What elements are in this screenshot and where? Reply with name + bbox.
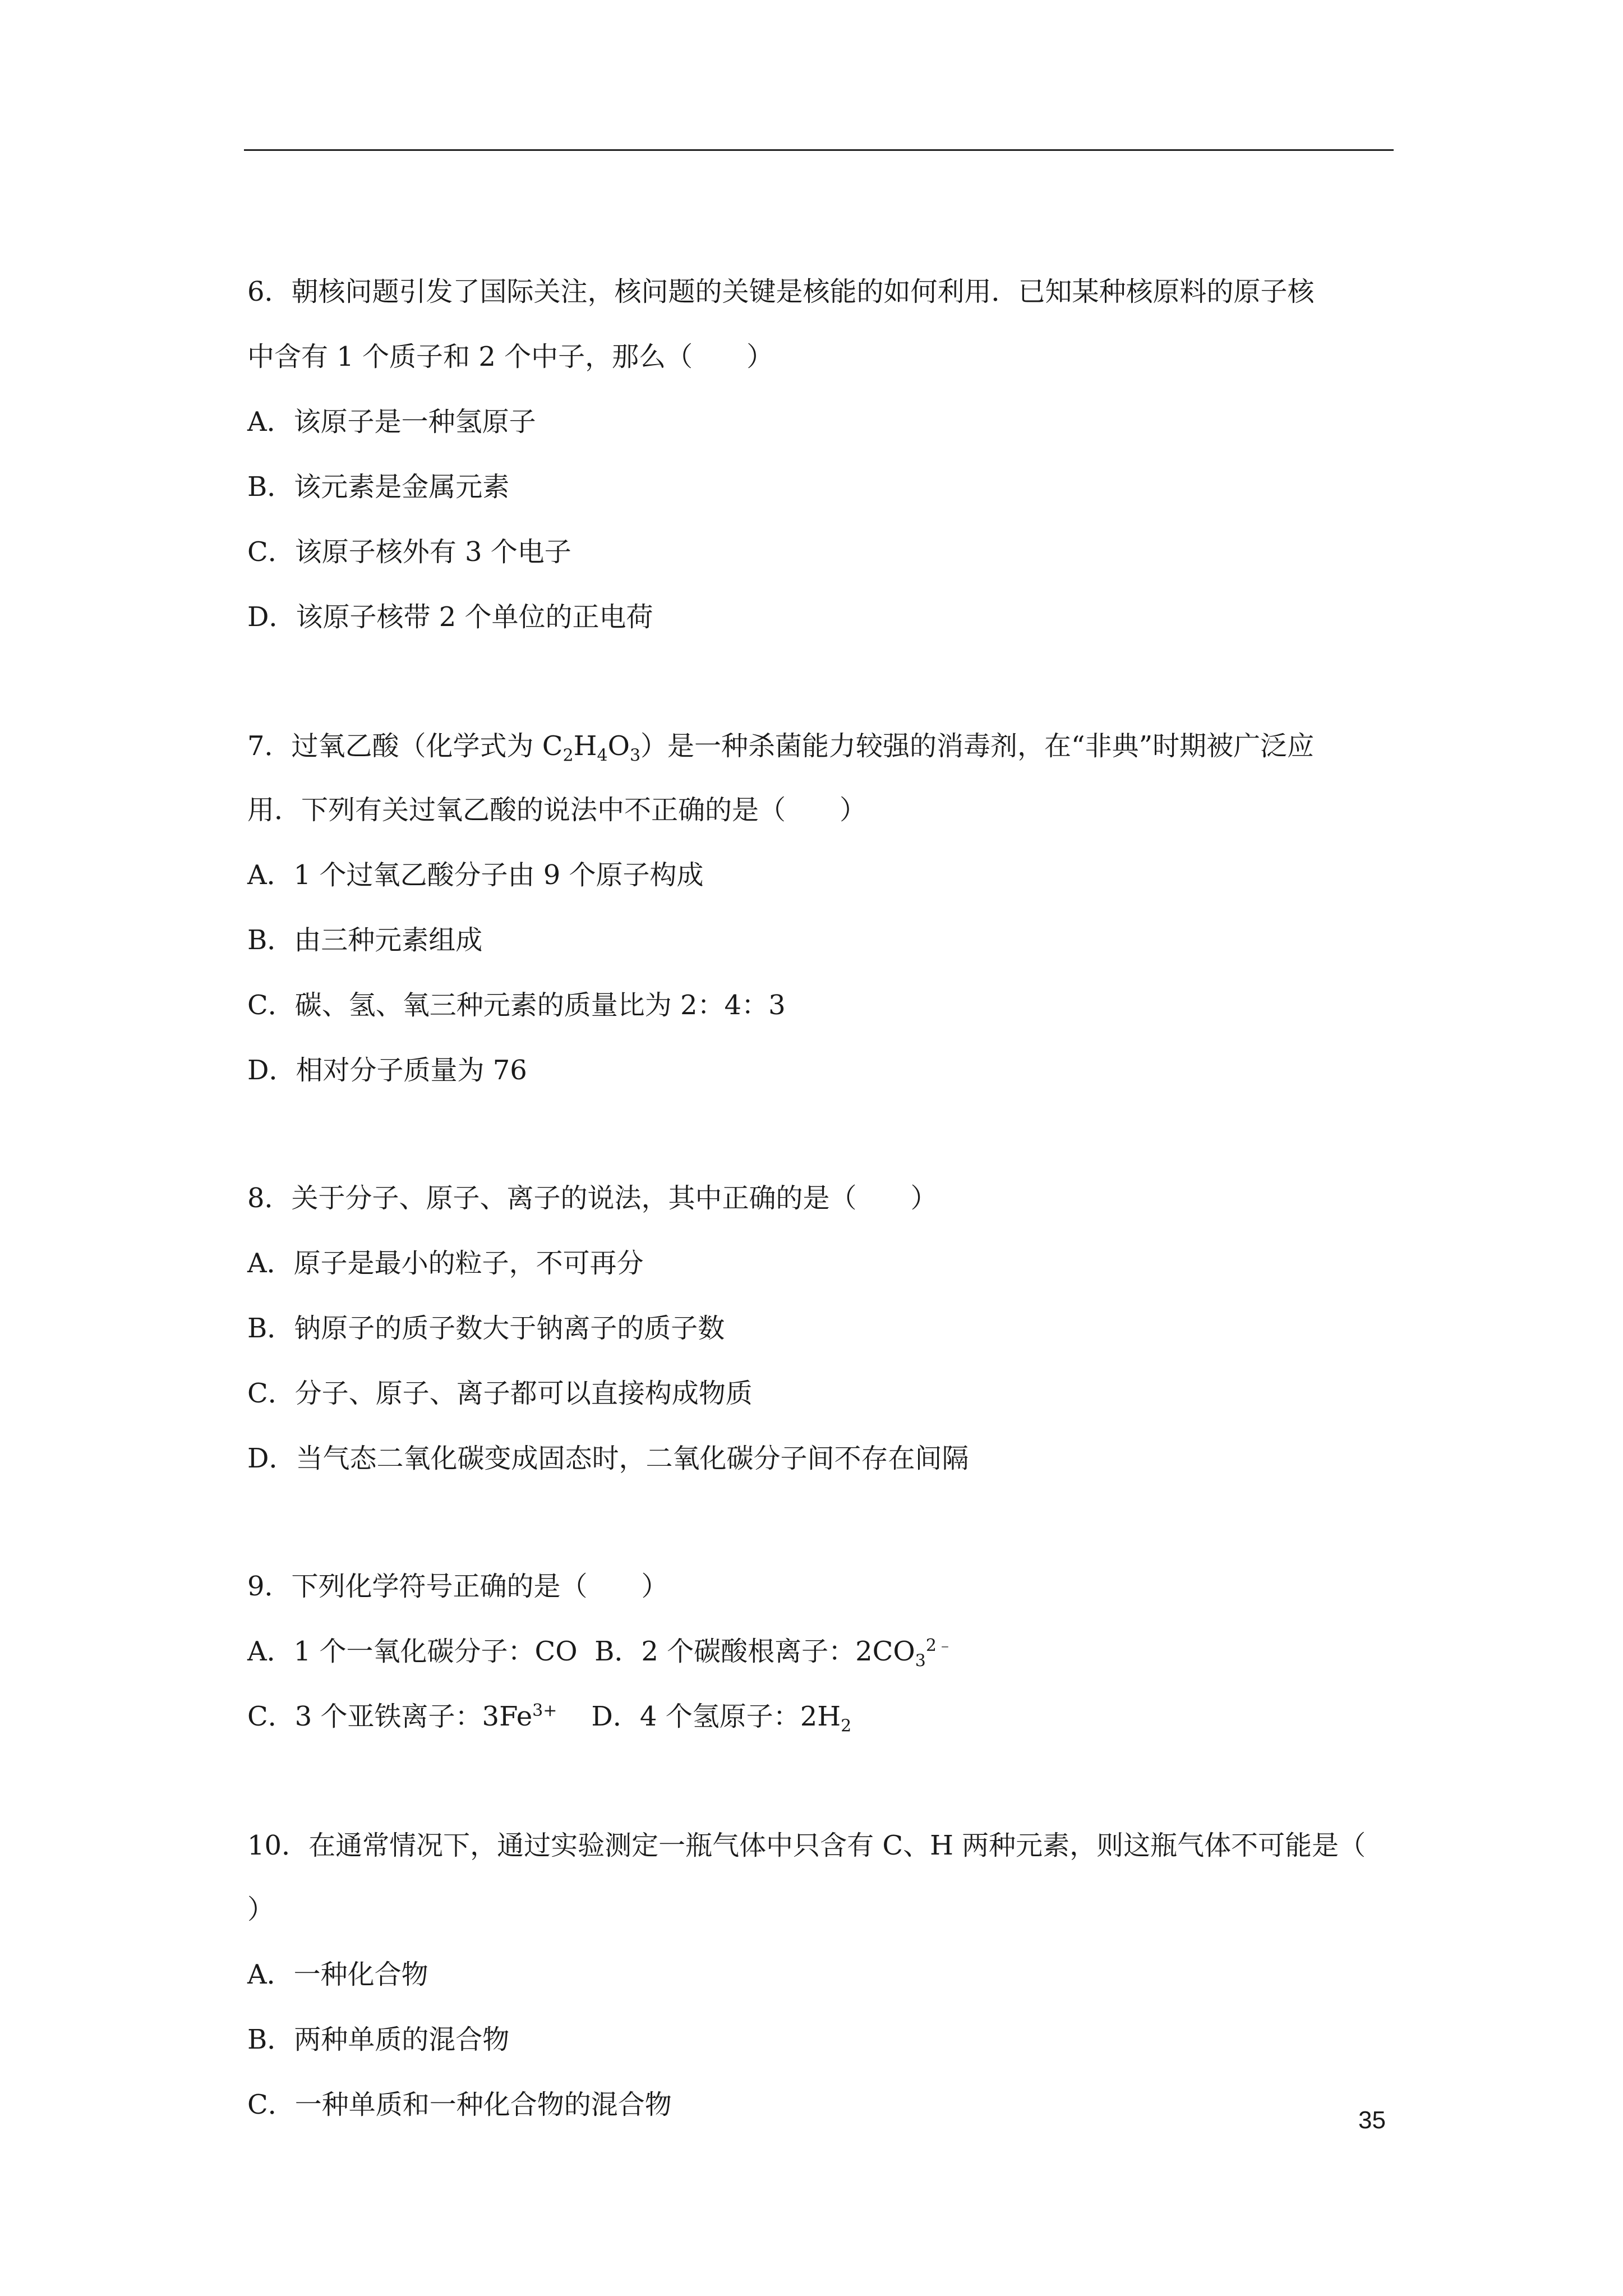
q7-stem-suffix: ）是一种杀菌能力较强的消毒剂，在“非典”时期被广泛应 (640, 730, 1315, 762)
q7-option-c: C．碳、氢、氧三种元素的质量比为 2：4：3 (247, 990, 786, 1021)
q7-option-b: B．由三种元素组成 (247, 924, 483, 956)
q9-option-c (247, 1701, 557, 1732)
q9-option-b-text: B．2 个碳酸根离子：2CO (594, 1636, 915, 1667)
q6-option-d: D．该原子核带 2 个单位的正电荷 (247, 601, 653, 633)
q7-sub-c: 2 (562, 746, 574, 766)
q8-stem-line1: 8．关于分子、原子、离子的说法，其中正确的是（ ） (247, 1182, 938, 1214)
q9-option-d-sub: 2 (841, 1716, 852, 1736)
q10-option-c: C．一种单质和一种化合物的混合物 (247, 2089, 672, 2120)
q6-stem-line1: 6．朝核问题引发了国际关注，核问题的关键是核能的如何利用．已知某种核原料的原子核 (247, 276, 1315, 307)
q6-stem-line2: 中含有 1 个质子和 2 个中子，那么（ ） (247, 341, 774, 372)
q8-option-b: B．钠原子的质子数大于钠离子的质子数 (247, 1313, 725, 1344)
header-rule (244, 149, 1394, 151)
q9-options-cd (247, 1700, 852, 1736)
q9-option-b-sup: 2﹣ (925, 1636, 953, 1655)
q7-h: H (573, 730, 597, 762)
q9-option-c-sup: 3+ (532, 1701, 557, 1720)
q10-stem-line2: ） (247, 1894, 275, 1925)
q8-option-c: C．分子、原子、离子都可以直接构成物质 (247, 1378, 753, 1409)
q7-sub-o: 3 (629, 746, 641, 766)
q9-options-ab (247, 1635, 953, 1671)
q7-stem-prefix: 7．过氧乙酸（化学式为 C (247, 730, 563, 762)
q9-option-d-text: D．4 个氢原子：2H (591, 1701, 841, 1732)
q9-option-c-text: C．3 个亚铁离子：3Fe (247, 1701, 533, 1732)
q7-stem-line2: 用．下列有关过氧乙酸的说法中不正确的是（ ） (247, 794, 867, 826)
q7-sub-h: 4 (597, 746, 608, 766)
q9-option-d (591, 1701, 852, 1736)
q9-option-b (594, 1636, 953, 1671)
q7-option-a: A．1 个过氧乙酸分子由 9 个原子构成 (247, 859, 704, 891)
q6-option-c: C．该原子核外有 3 个电子 (247, 536, 571, 568)
q10-option-b: B．两种单质的混合物 (247, 2024, 510, 2055)
q10-stem-line1: 10．在通常情况下，通过实验测定一瓶气体中只含有 C、H 两种元素，则这瓶气体不可能是（ (247, 1830, 1366, 1861)
q8-option-a: A．原子是最小的粒子，不可再分 (247, 1248, 644, 1279)
q7-option-d: D．相对分子质量为 76 (247, 1055, 527, 1086)
q10-option-a: A．一种化合物 (247, 1959, 428, 1990)
q7-stem-line1 (247, 729, 1315, 766)
q9-option-b-sub: 3 (915, 1651, 926, 1671)
q7-o: O (607, 730, 630, 762)
q9-stem-line1: 9．下列化学符号正确的是（ ） (247, 1571, 668, 1602)
page-number: 35 (1358, 2106, 1386, 2134)
q9-option-a: A．1 个一氧化碳分子：CO (247, 1636, 578, 1667)
q6-option-b: B．该元素是金属元素 (247, 471, 510, 503)
q6-option-a: A．该原子是一种氢原子 (247, 406, 536, 438)
q8-option-d: D．当气态二氧化碳变成固态时，二氧化碳分子间不存在间隔 (247, 1443, 969, 1474)
